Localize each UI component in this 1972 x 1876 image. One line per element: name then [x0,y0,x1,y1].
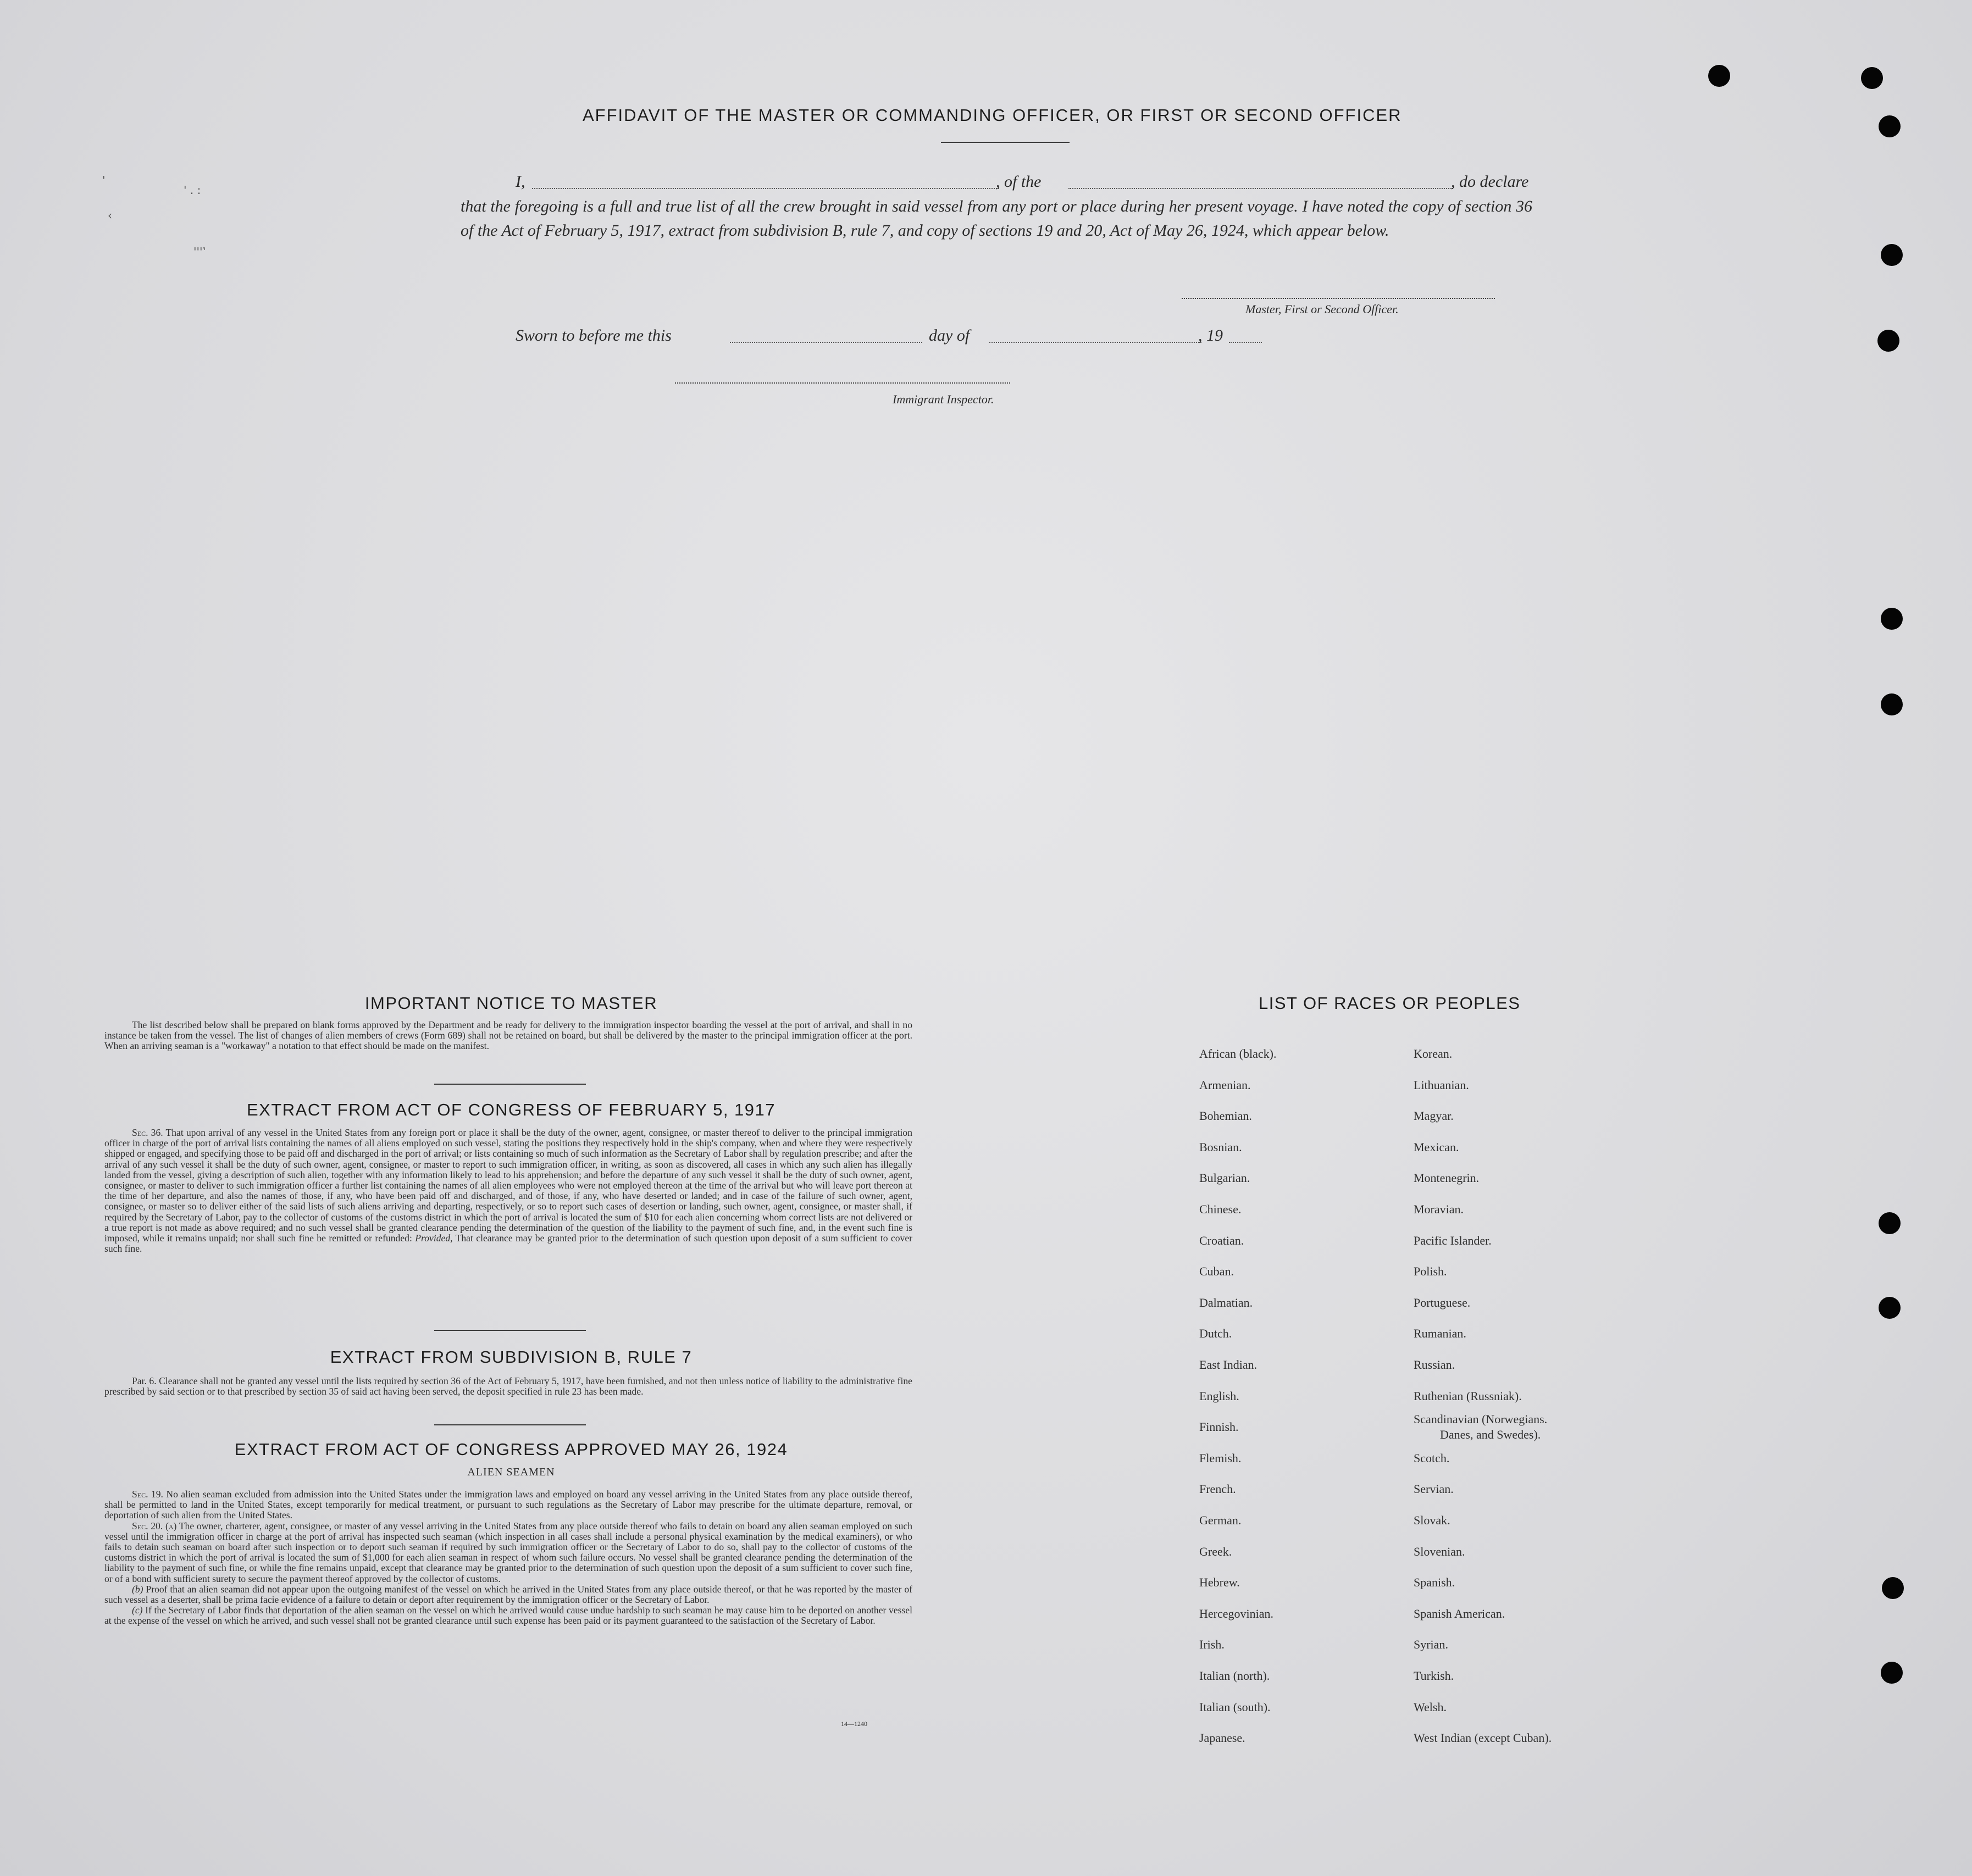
sec20c-text: If the Secretary of Labor finds that deportation of the alien seaman on the vessel on which he arrived would cause undue hardship to such seaman he may cause him to be deported on another vessel at the expense of the vessel on which he arrived, and such vessel shall not be granted clearance until such expense has been paid or its payment guaranteed to the satisfaction of the Secretary of Labor. [104,1605,912,1627]
sec20b-text: Proof that an alien seaman did not appear upon the outgoing manifest of the vessel on which he arrived in the United States from any place outside thereof, or that he was reported by the master of such vessel as a deserter, shall be prima facie evidence of a failure to detain or deport after requirement by the immigration officer or the Secretary of Labor. [104,1583,912,1606]
sec19-label: Sec. 19. [132,1489,163,1500]
race-item: Syrian. [1414,1638,1448,1651]
section-rule [434,1084,586,1085]
section-rule [434,1330,586,1331]
sec20-label: Sec. 20. (a) [132,1520,177,1531]
race-item: Scotch. [1414,1451,1450,1465]
sec36-text: That upon arrival of any vessel in the United States from any foreign port or place it shall be the duty of the owner, agent, consignee, or master thereof to deliver to the principal immigration officer in charge of the port of arrival lists containing the names of all aliens employed on such vessel, stating the positions they respectively hold in the ship's company, when and where they were respectively shipped or engaged, and specifying those to be paid off and discharged in the port of arrival; or lists containing so much of such information as the Secretary of Labor shall by regulation prescribe; and after the arrival of any such vessel it shall be the duty of such owner, agent, consignee, or master to report to such immigration officer, in writing, as soon as discovered, all cases in which any such alien has illegally landed from the vessel, giving a description of such alien, together with any information likely to lead to his apprehension; and before the departure of any such vessel it shall be the duty of such owner, agent, consignee, or master to deliver to such immigration officer a further list containing the names of all alien employees who were not employed thereon at the time of the arrival but who will leave port thereon at the time of her departure, and also the names of those, if any, who have been paid off and discharged, and of those, if any, who have deserted or landed; and in case of the failure of such owner, agent, consignee, or master so to deliver either of the said lists of such aliens arriving and departing, respectively, or so to report such cases of desertion or landing, such owner, agent, consignee, or master shall, if required by the Secretary of Labor, pay to the collector of customs of the customs district in which the port of arrival is located the sum of $10 for each alien concerning whom correct lists are not delivered or a true report is not made as above required; and no such vessel shall be granted clearance pending the determination of the question of the liability to the payment of such fine, and, in the event such fine is imposed, while it remains unpaid; nor shall such fine be remitted or refunded: [104,1127,913,1244]
race-item: Bohemian. [1199,1109,1252,1123]
speck: '''‛ [193,245,206,258]
extract-1924-text [104,1489,912,1627]
proviso-label: Provided, [415,1233,453,1244]
affidavit-declaration: that the foregoing is a full and true list of all the crew brought in said vessel from any port or place during her present voyage. I have noted the copy of section 36 of the Act of February 5, 1917, extract from subdivision B, rule 7, and copy of sections 19 and 20, Act of May 26, 1924, which appear below. [461,197,1532,240]
sworn-year-blank [1229,342,1262,343]
binder-hole [1879,1212,1901,1234]
race-item: French. [1199,1482,1236,1496]
sworn-year: , 19 [1198,326,1223,345]
section-rule [434,1424,586,1425]
sec20b-label: (b) [132,1583,143,1595]
race-item: Servian. [1414,1482,1454,1496]
binder-hole [1882,1577,1904,1599]
race-item: Magyar. [1414,1109,1454,1123]
race-item: Portuguese. [1414,1296,1471,1309]
race-item: Spanish. [1414,1575,1455,1589]
extract-1924-heading: EXTRACT FROM ACT OF CONGRESS APPROVED MAY 26, 1924 [234,1440,788,1459]
race-item: Welsh. [1414,1700,1447,1714]
race-item: Greek. [1199,1545,1232,1558]
rule7-paragraph: Par. 6. Clearance shall not be granted any vessel until the lists required by section 36 of the Act of February 5, 1917, have been furnished, and not then unless notice of liability to the administrative fine prescribed by said section or to that prescribed by section 35 of said act having been served, the deposit specified in rule 23 has been made. [104,1375,912,1397]
race-item: East Indian. [1199,1358,1258,1372]
race-item: Italian (south). [1199,1700,1271,1714]
race-item: Pacific Islander. [1414,1234,1492,1247]
race-item: Lithuanian. [1414,1078,1469,1092]
race-item: Finnish. [1199,1420,1239,1434]
race-item: Slovenian. [1414,1545,1465,1558]
binder-hole [1861,67,1883,89]
race-item: Bulgarian. [1199,1171,1250,1185]
notice-paragraph: The list described below shall be prepared on blank forms approved by the Department and be ready for delivery to the immigration inspector boarding the vessel at the port of arrival, and shall in no instance be taken from the vessel. The list of changes of alien members of crews (Form 689) shall not be retained on board, but shall be delivered by the master to the principal immigration officer at the port. When an arriving seaman is a "workaway" a notation to that effect should be made on the manifest. [104,1019,912,1052]
sec19-paragraph [104,1489,912,1521]
race-item: Moravian. [1414,1202,1464,1216]
affidavit-title: AFFIDAVIT OF THE MASTER OR COMMANDING OFFICER, OR FIRST OR SECOND OFFICER [583,106,1402,125]
race-item: English. [1199,1389,1239,1403]
extract-rule7-text [104,1376,912,1397]
race-item: German. [1199,1513,1242,1527]
race-item: Japanese. [1199,1731,1245,1745]
speck: ' . : [184,184,201,197]
binder-hole [1879,1297,1901,1319]
vessel-of-label: , of the [996,173,1042,191]
race-item: Turkish. [1414,1669,1454,1683]
sworn-prefix: Sworn to before me this [516,326,672,345]
race-item: Hebrew. [1199,1575,1240,1589]
notice-text [104,1020,912,1052]
races-title: LIST OF RACES OR PEOPLES [1259,993,1521,1013]
sec20b-paragraph [104,1584,912,1605]
form-number: 14—1240 [841,1720,867,1728]
race-item-continuation: Danes, and Swedes). [1440,1428,1541,1441]
affiant-name-label: I, [516,173,525,191]
speck: ' [102,174,106,187]
race-item: Flemish. [1199,1451,1242,1465]
speck: ‹ [108,209,112,222]
binder-hole [1881,608,1903,630]
race-item: Bosnian. [1199,1140,1242,1154]
sec20a-text: The owner, charterer, agent, consignee, or master of any vessel arriving in the United States from any place outside thereof who fails to detain on board any alien seaman employed on such vessel until the immigration officer in charge at the port of arrival has inspected such seaman (which inspection in all cases shall include a personal physical examination by the medical examiners), or who fails to detain such seaman on board after such inspection or to deport such seaman if required by such immigration officer or the Secretary of Labor to do so, shall pay to the collector of customs of the customs district in which the port of arrival is located the sum of $1,000 for each alien seaman in respect of whom such failure occurs. No vessel shall be granted clearance pending the determination of the liability to the payment of such fine, or while the fine remains unpaid, except that clearance may be granted prior to the determination of such question upon the deposit of a sum sufficient to cover such fine, or of a bond with sufficient surety to secure the payment thereof approved by the collector of customs. [104,1520,912,1584]
extract-1917-text [104,1128,912,1254]
signature-line [1182,298,1495,299]
race-item: Montenegrin. [1414,1171,1480,1185]
sec20c-label: (c) [132,1605,143,1616]
proviso-text: That clearance may be granted prior to the determination of such question upon deposit of a sum sufficient to cover such fine. [104,1233,912,1255]
race-item: Dalmatian. [1199,1296,1253,1309]
binder-hole [1881,1662,1903,1684]
race-item: Dutch. [1199,1326,1232,1340]
race-item: Croatian. [1199,1234,1244,1247]
alien-seamen-subheading: ALIEN SEAMEN [467,1466,555,1478]
binder-hole [1879,115,1901,137]
binder-hole [1881,244,1903,266]
affiant-name-blank [532,188,999,189]
race-item: Rumanian. [1414,1326,1466,1340]
sworn-day-of: day of [929,326,970,345]
sec19-text: No alien seaman excluded from admission into the United States under the immigration laws and employed on board any vessel arriving in the United States from any place outside thereof, shall be permitted to land in the United States, except temporarily for medical treatment, or pursuant to such regulations as the Secretary of Labor may prescribe for the ultimate departure, removal, or deportation of such alien from the United States. [104,1489,912,1521]
binder-hole [1877,330,1899,352]
race-item: Polish. [1414,1264,1447,1278]
declare-label: , do declare [1451,173,1529,191]
race-item: Scandinavian (Norwegians. [1414,1412,1548,1426]
race-item: Korean. [1414,1047,1453,1061]
sec36-paragraph [104,1128,912,1254]
sworn-day-blank [730,342,922,343]
sec36-label: Sec. 36. [132,1127,163,1138]
binder-hole [1708,65,1730,87]
race-item: Italian (north). [1199,1669,1270,1683]
sworn-month-blank [989,342,1201,343]
race-item: Irish. [1199,1638,1225,1651]
notice-heading: IMPORTANT NOTICE TO MASTER [364,993,658,1013]
race-item: Chinese. [1199,1202,1242,1216]
inspector-label: Immigrant Inspector. [893,392,994,406]
race-item: Ruthenian (Russniak). [1414,1389,1522,1403]
extract-1917-heading: EXTRACT FROM ACT OF CONGRESS OF FEBRUARY 5, 1917 [246,1100,776,1119]
race-item: West Indian (except Cuban). [1414,1731,1552,1745]
race-item: African (black). [1199,1047,1277,1061]
extract-rule7-heading: EXTRACT FROM SUBDIVISION B, RULE 7 [330,1347,693,1367]
signature-label: Master, First or Second Officer. [1245,302,1399,316]
title-rule [941,142,1070,143]
binder-hole [1881,693,1903,715]
race-item: Hercegovinian. [1199,1607,1273,1620]
race-item: Russian. [1414,1358,1455,1372]
race-item: Mexican. [1414,1140,1459,1154]
inspector-signature-line [675,382,1010,384]
race-item: Slovak. [1414,1513,1450,1527]
race-item: Spanish American. [1414,1607,1505,1620]
sec20c-paragraph [104,1605,912,1626]
sec20a-paragraph [104,1521,912,1584]
race-item: Cuban. [1199,1264,1234,1278]
race-item: Armenian. [1199,1078,1251,1092]
vessel-name-blank [1068,188,1453,189]
